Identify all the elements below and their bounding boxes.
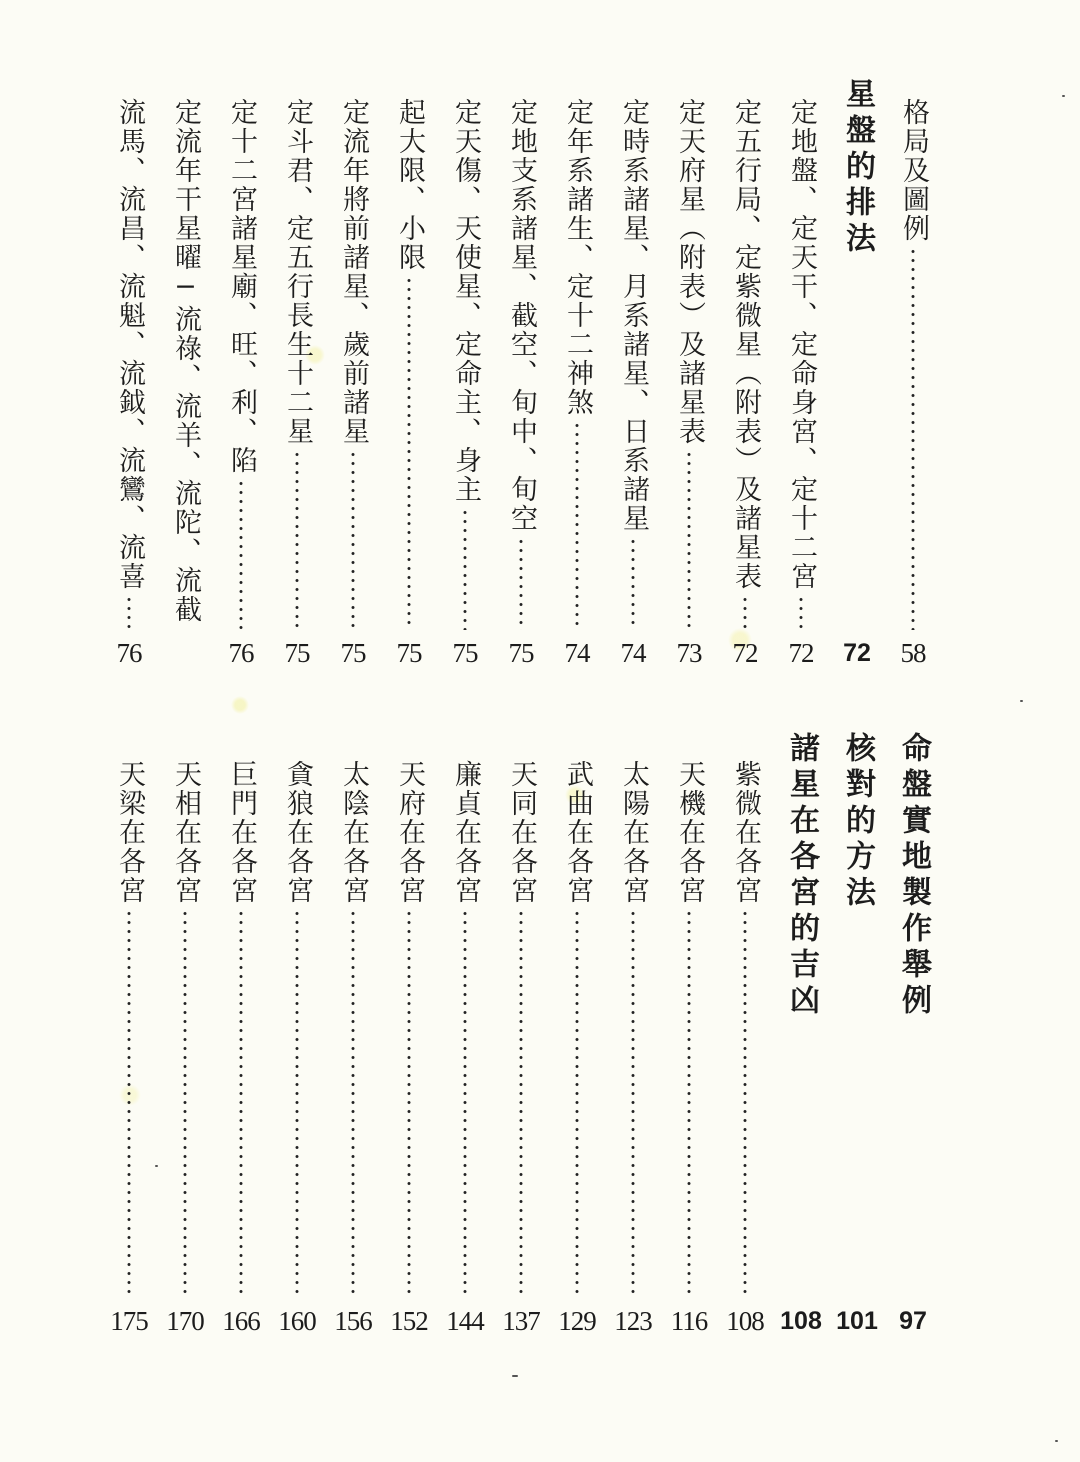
toc-entry-title: 紫微在各宮 [730, 760, 761, 905]
toc-entry-title: 定十二宮諸星廟、旺、利、陷 [226, 98, 257, 475]
toc-entry-title: 天相在各宮 [170, 760, 201, 905]
toc-page-number: 58 [900, 638, 926, 668]
toc-entry[interactable] [326, 70, 380, 690]
toc-page-number: 101 [836, 1307, 878, 1335]
scan-speck [1062, 95, 1065, 97]
dot-leader [519, 909, 523, 1298]
toc-page-number: 170 [166, 1306, 204, 1336]
toc-entry[interactable] [270, 70, 324, 690]
toc-entry[interactable] [438, 728, 492, 1368]
dot-leader [127, 909, 131, 1298]
toc-page-number: 129 [558, 1306, 596, 1336]
toc-page-number: 123 [614, 1306, 652, 1336]
toc-entry-title: 太陰在各宮 [338, 760, 369, 905]
dot-leader [519, 537, 523, 630]
dot-leader [295, 450, 299, 630]
toc-entry-title: 貪狼在各宮 [282, 760, 313, 905]
toc-entry[interactable] [214, 728, 268, 1368]
toc-upper-section [0, 70, 1080, 690]
toc-page-number: 152 [390, 1306, 428, 1336]
toc-page-number: 73 [676, 638, 702, 668]
toc-page-number: 144 [446, 1306, 484, 1336]
toc-page-number: 97 [899, 1307, 927, 1335]
toc-entry-title: 太陽在各宮 [618, 760, 649, 905]
toc-entry[interactable] [830, 728, 884, 1368]
toc-entry[interactable] [774, 70, 828, 690]
toc-entry[interactable] [718, 70, 772, 690]
dot-leader [351, 450, 355, 630]
toc-entry[interactable] [158, 70, 212, 690]
toc-page-number: 74 [564, 638, 590, 668]
toc-entry-title: 巨門在各宮 [226, 760, 257, 905]
scan-speck [1055, 1440, 1058, 1442]
toc-entry-title: 廉貞在各宮 [450, 760, 481, 905]
toc-page-number: 72 [788, 638, 814, 668]
toc-entry[interactable] [494, 728, 548, 1368]
toc-page-number: 166 [222, 1306, 260, 1336]
dot-leader [127, 595, 131, 630]
toc-entry-title: 定地支系諸星、截空、旬中、旬空 [506, 98, 537, 533]
toc-entry[interactable] [382, 70, 436, 690]
toc-entry[interactable] [662, 70, 716, 690]
toc-page-number: 137 [502, 1306, 540, 1336]
dot-leader [351, 909, 355, 1298]
toc-entry[interactable] [438, 70, 492, 690]
toc-entry-title: 定年系諸生、定十二神煞 [562, 98, 593, 417]
toc-entry-title: 天同在各宮 [506, 760, 537, 905]
toc-page-number: 74 [620, 638, 646, 668]
toc-page-number: 175 [110, 1306, 148, 1336]
scan-speck [512, 1375, 518, 1377]
toc-page-number: 76 [228, 638, 254, 668]
toc-entry[interactable] [326, 728, 380, 1368]
toc-entry[interactable] [270, 728, 324, 1368]
toc-entry[interactable] [718, 728, 772, 1368]
toc-entry-title: 定流年將前諸星、歲前諸星 [338, 98, 369, 446]
toc-entry-title: 定斗君、定五行長生十二星 [282, 98, 313, 446]
toc-entry[interactable] [886, 70, 940, 690]
toc-entry-title: 起大限、小限 [394, 98, 425, 272]
toc-entry-title: 格局及圖例 [898, 98, 929, 243]
dot-leader [743, 595, 747, 630]
toc-page-number: 108 [726, 1306, 764, 1336]
toc-lower-section [0, 728, 1080, 1368]
toc-entry-title: 定五行局、定紫微星（附表）及諸星表 [730, 98, 761, 591]
dot-leader [631, 537, 635, 630]
dot-leader [407, 909, 411, 1298]
dot-leader [239, 909, 243, 1298]
toc-heading-title: 命盤實地製作舉例 [896, 732, 931, 1020]
toc-entry[interactable] [102, 70, 156, 690]
scan-speck [1020, 700, 1023, 702]
toc-entry-title: 定地盤、定天干、定命身宮、定十二宮 [786, 98, 817, 591]
toc-page-number: 75 [508, 638, 534, 668]
toc-entry[interactable] [830, 70, 884, 690]
dot-leader [463, 909, 467, 1298]
toc-page-number: 75 [452, 638, 478, 668]
toc-entry[interactable] [102, 728, 156, 1368]
toc-entry[interactable] [606, 728, 660, 1368]
toc-page-number: 108 [780, 1307, 822, 1335]
dot-leader [687, 909, 691, 1298]
toc-heading-title: 諸星在各宮的吉凶 [784, 732, 819, 1020]
toc-entry[interactable] [662, 728, 716, 1368]
toc-entry-title: 天機在各宮 [674, 760, 705, 905]
toc-entry-title: 定天傷、天使星、定命主、身主 [450, 98, 481, 504]
toc-entry[interactable] [550, 70, 604, 690]
toc-entry[interactable] [158, 728, 212, 1368]
toc-entry-title: 天府在各宮 [394, 760, 425, 905]
dot-leader [687, 450, 691, 630]
toc-page-number: 75 [396, 638, 422, 668]
dot-leader [183, 909, 187, 1298]
dot-leader [463, 508, 467, 630]
dot-leader [407, 276, 411, 630]
toc-entry[interactable] [214, 70, 268, 690]
dot-leader [799, 595, 803, 630]
toc-page-number: 160 [278, 1306, 316, 1336]
toc-page-number: 76 [116, 638, 142, 668]
toc-entry[interactable] [494, 70, 548, 690]
toc-entry[interactable] [774, 728, 828, 1368]
toc-heading-title: 星盤的排法 [840, 78, 875, 258]
toc-heading-title: 核對的方法 [840, 732, 875, 912]
toc-page-number: 156 [334, 1306, 372, 1336]
toc-entry[interactable] [606, 70, 660, 690]
toc-page-number: 75 [340, 638, 366, 668]
dot-leader [295, 909, 299, 1298]
dot-leader [631, 909, 635, 1298]
toc-entry-title: 武曲在各宮 [562, 760, 593, 905]
toc-page-number: 72 [843, 639, 871, 667]
toc-entry[interactable] [550, 728, 604, 1368]
toc-entry-title: 定天府星（附表）及諸星表 [674, 98, 705, 446]
dot-leader [575, 421, 579, 630]
toc-entry-title: 定流年干星曜─流祿、流羊、流陀、流截 [170, 98, 201, 624]
dot-leader [575, 909, 579, 1298]
toc-entry-title: 流馬、流昌、流魁、流鉞、流鸞、流喜 [114, 98, 145, 591]
toc-page-number: 72 [732, 638, 758, 668]
toc-entry[interactable] [886, 728, 940, 1368]
toc-entry-title: 定時系諸星、月系諸星、日系諸星 [618, 98, 649, 533]
dot-leader [743, 909, 747, 1298]
toc-page-number: 116 [670, 1306, 708, 1336]
scan-speck [155, 1165, 158, 1167]
dot-leader [911, 247, 915, 630]
toc-entry[interactable] [382, 728, 436, 1368]
toc-entry-title: 天梁在各宮 [114, 760, 145, 905]
toc-page-number: 75 [284, 638, 310, 668]
dot-leader [239, 479, 243, 630]
